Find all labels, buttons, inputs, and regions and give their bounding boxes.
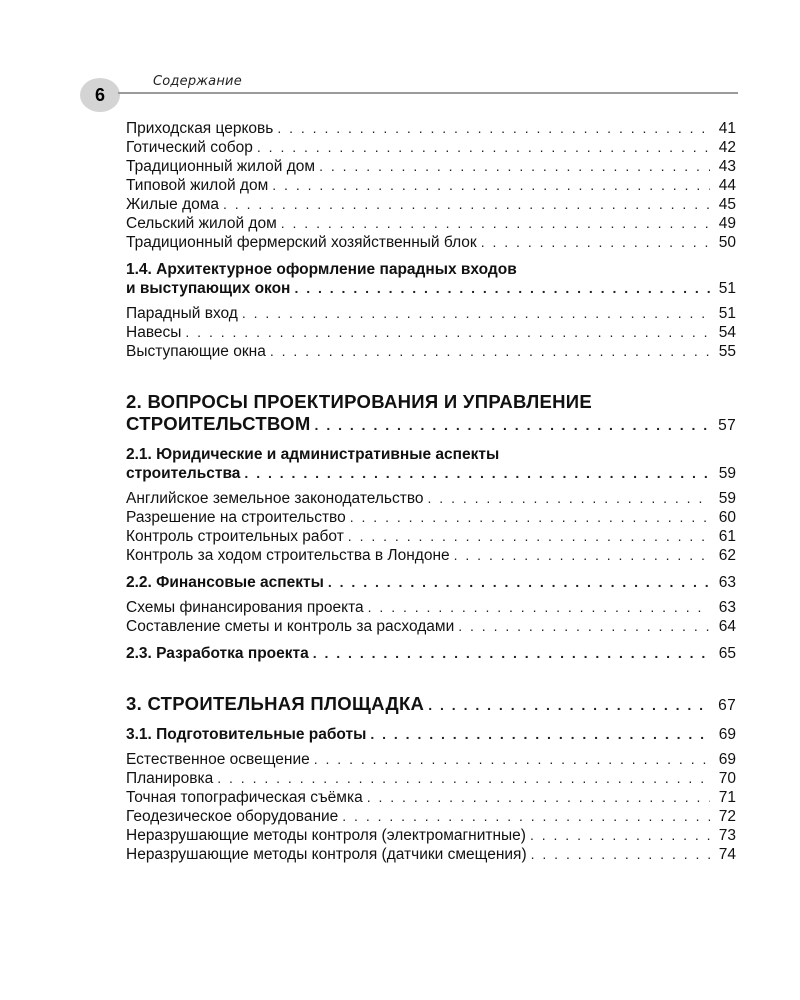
toc-section-entry: [126, 464, 736, 483]
toc-entry: [126, 233, 736, 252]
toc-entry: [126, 342, 736, 361]
toc-entry: [126, 807, 736, 826]
toc-entry: [126, 176, 736, 195]
toc-entry: [126, 489, 736, 508]
toc-entry: [126, 617, 736, 636]
toc-chapter-heading: 2. ВОПРОСЫ ПРОЕКТИРОВАНИЯ И УПРАВЛЕНИЕ: [126, 391, 593, 412]
toc-entry-page: 60: [718, 509, 736, 526]
dot-leader: [272, 176, 710, 195]
toc-entry: [126, 826, 736, 845]
toc-entry-page: 49: [718, 215, 736, 232]
toc-entry: [126, 769, 736, 788]
dot-leader: [328, 573, 710, 592]
dot-leader: [342, 807, 710, 826]
toc-entry-page: 72: [718, 808, 736, 825]
toc-entry-title: Типовой жилой дом: [126, 177, 269, 194]
dot-leader: [481, 233, 710, 252]
page-header: [0, 0, 800, 120]
toc-entry-title: Готический собор: [126, 139, 253, 156]
toc-entry-title: Приходская церковь: [126, 120, 274, 137]
dot-leader: [428, 489, 710, 508]
toc-entry-page: 51: [718, 280, 736, 297]
toc-entry-title: Геодезическое оборудование: [126, 808, 339, 825]
toc-entry-title: и выступающих окон: [126, 280, 291, 297]
toc-entry-page: 74: [718, 846, 736, 863]
toc-entry-title: Составление сметы и контроль за расходами: [126, 618, 455, 635]
toc-entry-title: 3. СТРОИТЕЛЬНАЯ ПЛОЩАДКА: [126, 693, 425, 714]
toc-entry-page: 42: [718, 139, 736, 156]
toc-entry: [126, 138, 736, 157]
dot-leader: [257, 138, 710, 157]
toc-group: [126, 598, 736, 636]
toc-entry-title: Традиционный жилой дом: [126, 158, 316, 175]
dot-leader: [242, 304, 710, 323]
toc-entry-title: Точная топографическая съёмка: [126, 789, 363, 806]
toc-entry: [126, 845, 736, 864]
dot-leader: [367, 788, 710, 807]
toc-entry-page: 54: [718, 324, 736, 341]
toc-entry-page: 59: [718, 490, 736, 507]
toc-entry: [126, 788, 736, 807]
toc-entry-title: Контроль строительных работ: [126, 528, 344, 545]
dot-leader: [348, 527, 710, 546]
toc-section-heading: 2.1. Юридические и административные аспекты: [126, 446, 500, 463]
dot-leader: [350, 508, 710, 527]
toc-entry-title: Выступающие окна: [126, 343, 266, 360]
toc-section-entry: [126, 573, 736, 592]
toc-entry-page: 44: [718, 177, 736, 194]
toc-group: [126, 304, 736, 361]
dot-leader: [368, 598, 710, 617]
toc-entry-title: Планировка: [126, 770, 214, 787]
toc-entry-page: 67: [718, 697, 736, 714]
dot-leader: [244, 464, 710, 483]
toc-entry-page: 70: [718, 770, 736, 787]
dot-leader: [428, 694, 710, 716]
toc-section-heading: 1.4. Архитектурное оформление парадных входов: [126, 261, 517, 278]
dot-leader: [217, 769, 710, 788]
toc-entry-page: 55: [718, 343, 736, 360]
dot-leader: [370, 725, 710, 744]
toc-entry-title: Неразрушающие методы контроля (датчики смещения): [126, 846, 527, 863]
toc-entry-title: Схемы финансирования проекта: [126, 599, 364, 616]
dot-leader: [314, 750, 710, 769]
dot-leader: [454, 546, 710, 565]
toc-entry-page: 71: [718, 789, 736, 806]
toc-entry-page: 65: [718, 645, 736, 662]
table-of-contents: [126, 119, 736, 864]
toc-entry: [126, 119, 736, 138]
toc-entry-title: Контроль за ходом строительства в Лондоне: [126, 547, 450, 564]
toc-section-entry: [126, 644, 736, 663]
toc-entry-title: Парадный вход: [126, 305, 238, 322]
toc-entry: [126, 598, 736, 617]
toc-entry-title: Навесы: [126, 324, 182, 341]
toc-entry-page: 69: [718, 751, 736, 768]
toc-entry: [126, 750, 736, 769]
toc-entry-title: 2.2. Финансовые аспекты: [126, 574, 324, 591]
toc-entry: [126, 527, 736, 546]
toc-section-entry: [126, 279, 736, 298]
toc-entry-page: 73: [718, 827, 736, 844]
toc-entry-title: 2.3. Разработка проекта: [126, 645, 309, 662]
toc-entry: [126, 508, 736, 527]
dot-leader: [530, 826, 710, 845]
toc-section-entry: [126, 725, 736, 744]
running-header-title: Содержание: [153, 74, 242, 89]
toc-entry-page: 62: [718, 547, 736, 564]
dot-leader: [458, 617, 710, 636]
toc-entry-title: Неразрушающие методы контроля (электромагнитные): [126, 827, 526, 844]
dot-leader: [223, 195, 710, 214]
toc-entry-page: 41: [718, 120, 736, 137]
header-rule: [118, 92, 738, 94]
dot-leader: [319, 157, 710, 176]
dot-leader: [185, 323, 710, 342]
toc-group: [126, 489, 736, 565]
toc-chapter-entry: [126, 693, 736, 717]
toc-entry-page: 69: [718, 726, 736, 743]
toc-entry: [126, 323, 736, 342]
toc-group: [126, 119, 736, 252]
toc-entry-page: 45: [718, 196, 736, 213]
dot-leader: [281, 214, 710, 233]
toc-entry-page: 50: [718, 234, 736, 251]
toc-entry-page: 64: [718, 618, 736, 635]
toc-entry-page: 43: [718, 158, 736, 175]
toc-entry-page: 63: [718, 599, 736, 616]
toc-entry-page: 59: [718, 465, 736, 482]
dot-leader: [531, 845, 710, 864]
dot-leader: [277, 119, 710, 138]
toc-entry-title: Английское земельное законодательство: [126, 490, 424, 507]
toc-entry-page: 63: [718, 574, 736, 591]
toc-entry-page: 51: [718, 305, 736, 322]
toc-entry: [126, 546, 736, 565]
toc-entry: [126, 195, 736, 214]
toc-entry-title: 3.1. Подготовительные работы: [126, 726, 367, 743]
toc-group: [126, 750, 736, 864]
toc-entry: [126, 157, 736, 176]
page-number-badge: 6: [80, 78, 120, 112]
toc-entry-page: 61: [718, 528, 736, 545]
dot-leader: [294, 279, 710, 298]
toc-entry-title: СТРОИТЕЛЬСТВОМ: [126, 413, 311, 434]
dot-leader: [313, 644, 710, 663]
toc-entry-title: строительства: [126, 465, 241, 482]
toc-entry: [126, 304, 736, 323]
toc-chapter-entry: [126, 413, 736, 437]
dot-leader: [270, 342, 710, 361]
toc-entry-title: Жилые дома: [126, 196, 220, 213]
toc-entry-title: Сельский жилой дом: [126, 215, 277, 232]
toc-entry-title: Традиционный фермерский хозяйственный блок: [126, 234, 477, 251]
toc-entry-page: 57: [718, 417, 736, 434]
dot-leader: [315, 414, 710, 436]
toc-entry-title: Естественное освещение: [126, 751, 310, 768]
toc-entry-title: Разрешение на строительство: [126, 509, 346, 526]
toc-entry: [126, 214, 736, 233]
